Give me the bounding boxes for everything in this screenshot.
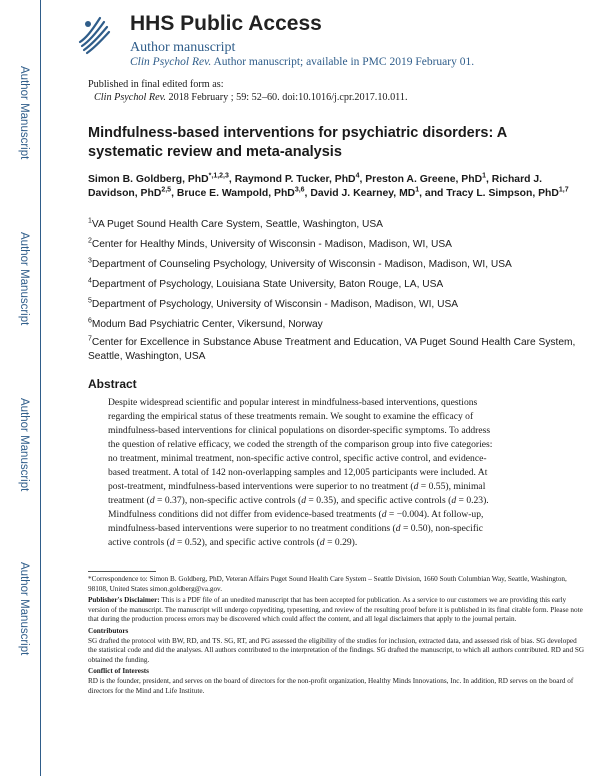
publication-info: [88, 78, 408, 104]
author-name: Tracy L. Simpson, PhD: [446, 188, 559, 199]
affiliation: [88, 258, 578, 272]
author-manuscript-sidebar: [0, 0, 50, 776]
publication-journal: Clin Psychol Rev.: [94, 92, 166, 103]
affiliation: [88, 218, 578, 232]
author-affiliation-marker: 2,5: [161, 186, 172, 194]
contributors-text: SG drafted the protocol with BW, RD, and TS. SG, RT, and PG assessed the eligibility of the studies for inclusion, extracted data, and assessed risk of bias. SG developed the statistical code and did the analyses. All authors contributed to the interpretation of the findings. SG drafted the manuscript, to which all authors contributed. RD and SG obtained the funding.: [88, 636, 585, 664]
affiliation: [88, 298, 578, 312]
author-name: Preston A. Greene, PhD: [365, 174, 483, 185]
publication-citation: [88, 91, 408, 104]
affiliation-number: 5: [88, 297, 92, 305]
affiliation-number: 1: [88, 217, 92, 225]
affiliation-text: Center for Excellence in Substance Abuse Treatment and Education, VA Puget Sound Health Care System, Seattle, Washington, USA: [88, 337, 576, 362]
hhs-eagle-logo-icon: [78, 12, 112, 56]
affiliation-text: Department of Psychology, University of Wisconsin - Madison, Madison, WI, USA: [91, 299, 459, 310]
hhs-citation: [130, 56, 474, 68]
publication-details: 2018 February ; 59: 52–60. doi:10.1016/j.cpr.2017.10.011.: [165, 92, 408, 103]
hhs-header: [78, 10, 578, 72]
affiliation: [88, 336, 578, 363]
sidebar-rule: [40, 0, 41, 776]
sidebar-label: Author Manuscript: [18, 398, 30, 492]
author-name: Bruce E. Wampold, PhD: [176, 188, 295, 199]
correspondence-note: *Correspondence to: Simon B. Goldberg, PhD, Veteran Affairs Puget Sound Health Care System – Seattle Division, 1660 South Columbian Way, Seattle, Washington, 98108, United States simon.goldberg@va.gov.: [88, 575, 567, 593]
affiliation: [88, 238, 578, 252]
footnotes: [88, 575, 586, 698]
author-affiliation-marker: 1: [482, 172, 486, 180]
affiliation-text: Center for Healthy Minds, University of Wisconsin - Madison, Madison, WI, USA: [91, 239, 452, 250]
abstract-heading: Abstract: [88, 377, 137, 391]
sidebar-label: Author Manuscript: [18, 232, 30, 326]
abstract-text: Despite widespread scientific and popular interest in mindfulness-based interventions, questions regarding the empirical status of these treatments remain. We sought to examine the efficacy of mindfulness-based interventions for clinical populations on disorder-specific symptoms. To address the question of relative efficacy, we coded the strength of the comparison group into five categories: no treatment, minimal treatment, non-specific active control, specific active control, and evidence-based treatment. A total of 142 non-overlapping samples and 12,005 participants were included. At post-treatment, mindfulness-based interventions were superior to no treatment (d = 0.55), minimal treatment (d = 0.37), non-specific active controls (d = 0.35), and specific active controls (d = 0.23). Mindfulness conditions did not differ from evidence-based treatments (d = −0.004). At follow-up, mindfulness-based interventions were superior to no treatment conditions (d = 0.50), non-specific active controls (d = 0.52), and specific active controls (d = 0.29).: [108, 397, 493, 549]
citation-journal: Clin Psychol Rev.: [130, 56, 212, 68]
author-affiliation-marker: 1: [415, 186, 420, 194]
citation-rest: Author manuscript; available in PMC 2019 February 01.: [211, 56, 475, 68]
affiliation-number: 7: [88, 335, 92, 343]
hhs-subtitle: Author manuscript: [130, 40, 236, 55]
affiliation: [88, 318, 578, 332]
affiliation-number: 4: [88, 277, 92, 285]
author-affiliation-marker: 1,7: [558, 186, 569, 194]
contributors-heading: Contributors: [88, 626, 129, 635]
author-name: Simon B. Goldberg, PhD: [88, 174, 209, 185]
author-affiliation-marker: 3,6: [294, 186, 305, 194]
sidebar-label: Author Manuscript: [18, 562, 30, 656]
affiliation-text: Modum Bad Psychiatric Center, Vikersund, Norway: [91, 319, 323, 330]
publication-line: Published in final edited form as:: [88, 79, 224, 90]
author-affiliation-marker: *,1,2,3: [208, 172, 229, 180]
affiliation-text: Department of Psychology, Louisiana State University, Baton Rouge, LA, USA: [91, 279, 444, 290]
author-name: Raymond P. Tucker, PhD: [234, 174, 356, 185]
author-affiliation-marker: 4: [355, 172, 360, 180]
sidebar-label: Author Manuscript: [18, 66, 30, 160]
author-name: David J. Kearney, MD: [310, 188, 416, 199]
affiliation: [88, 278, 578, 292]
affiliation-number: 6: [88, 317, 92, 325]
author-list: Simon B. Goldberg, PhD$^{*,1,2,3}$, Raymond P. Tucker, PhD$^4$, Preston A. Greene, PhD$^1$, Richard J. Davidson, PhD$^{2,5}$, Bruce E. Wampold, PhD$^{3,6}$, David J. Kearney, $MD^1$, and Tracy L. Simpson, PhD$^{1,7}$: [88, 172, 569, 199]
author-name: Richard J. Davidson, PhD: [88, 174, 543, 199]
affiliation-number: 2: [88, 237, 92, 245]
publisher-disclaimer: [88, 596, 586, 625]
disclaimer-label: Publisher's Disclaimer:: [88, 596, 160, 605]
footnote-rule: [88, 571, 156, 572]
disclaimer-text: This is a PDF file of an unedited manuscript that has been accepted for publication. As a service to our customers we are providing this early version of the manuscript. The manuscript will undergo copyediting, typesetting, and review of the resulting proof before it is published in its final citable form. Please note that during the production process errors may be discovered which could affect the content, and all legal disclaimers that apply to the journal pertain.: [88, 596, 583, 624]
paper-title: Mindfulness-based interventions for psychiatric disorders: A systematic review and meta-analysis: [88, 125, 507, 160]
hhs-title: HHS Public Access: [130, 12, 322, 35]
conflict-heading: Conflict of Interests: [88, 667, 149, 676]
affiliation-number: 3: [88, 257, 92, 265]
conflict-text: RD is the founder, president, and serves on the board of directors for the non-profit organization, Healthy Minds Innovations, Inc. In addition, RD serves on the board of directors for the Mind and Life Institute.: [88, 676, 574, 695]
affiliation-text: Department of Counseling Psychology, University of Wisconsin - Madison, Madison, WI, USA: [91, 259, 512, 270]
affiliation-text: VA Puget Sound Health Care System, Seattle, Washington, USA: [91, 219, 383, 230]
